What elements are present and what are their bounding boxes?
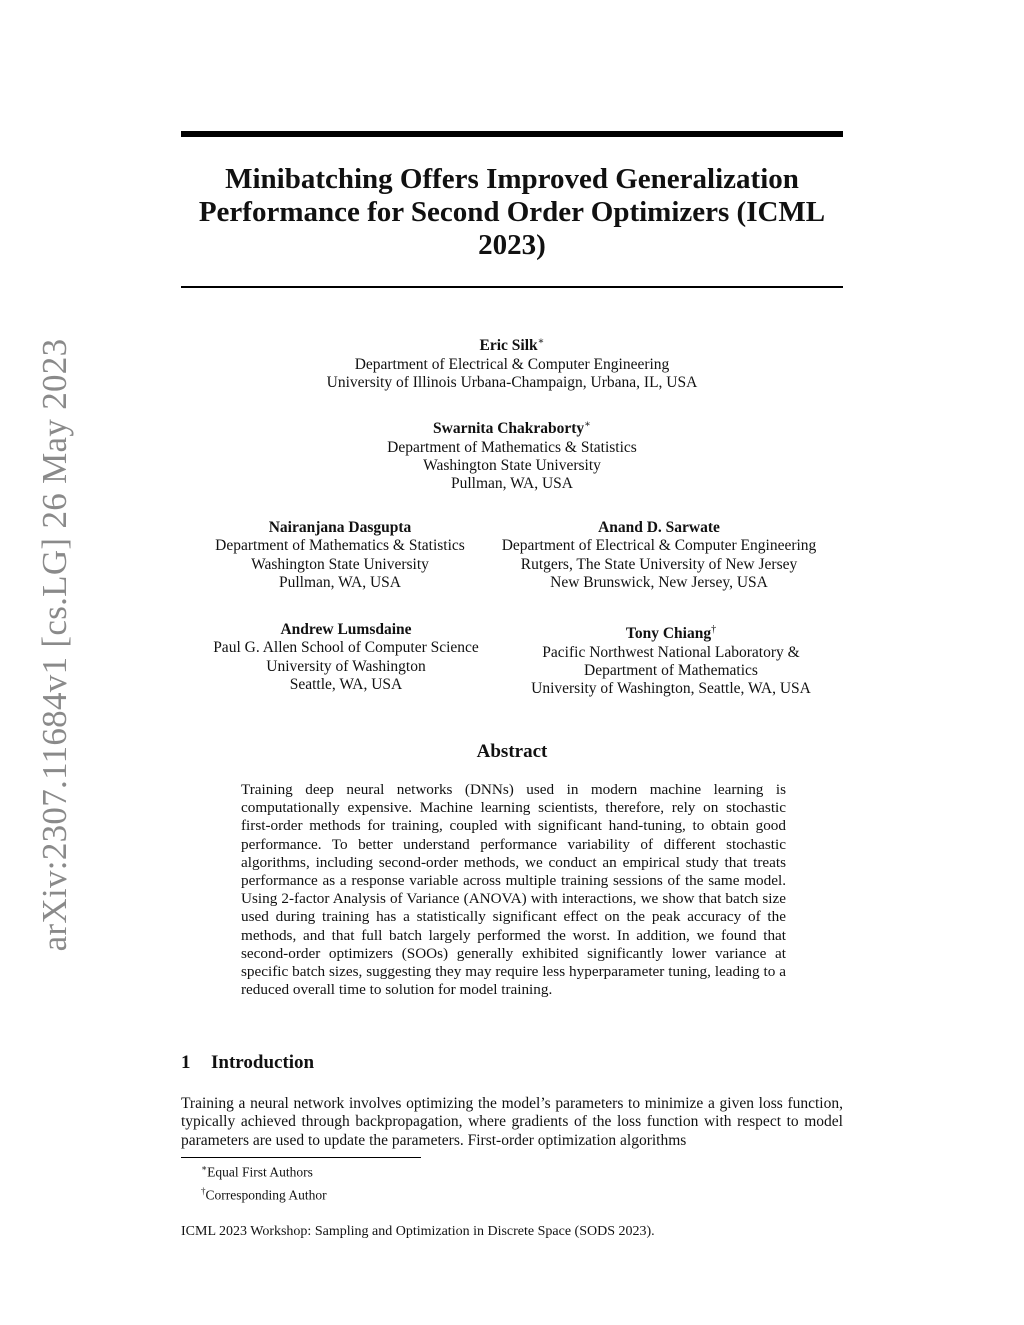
venue-footer: ICML 2023 Workshop: Sampling and Optimization in Discrete Space (SODS 2023). bbox=[181, 1224, 655, 1239]
section-title: Introduction bbox=[211, 1052, 315, 1073]
author-block-sarwate bbox=[474, 519, 844, 593]
author-affiliation: Seattle, WA, USA bbox=[289, 676, 403, 694]
author-affiliation: Washington State University bbox=[423, 456, 601, 474]
arxiv-identifier-stamp: arXiv:2307.11684v1 [cs.LG] 26 May 2023 bbox=[35, 338, 74, 952]
author-affiliation: University of Illinois Urbana-Champaign, Urbana, IL, USA bbox=[326, 373, 698, 391]
author-name: Anand D. Sarwate bbox=[598, 519, 720, 536]
author-name: Swarnita Chakraborty bbox=[433, 420, 585, 438]
section-heading-introduction bbox=[181, 1052, 314, 1074]
author-name: Andrew Lumsdaine bbox=[280, 621, 412, 638]
author-affiliation: University of Washington bbox=[266, 657, 426, 675]
footnote bbox=[201, 1182, 327, 1205]
abstract-heading: Abstract bbox=[476, 741, 548, 762]
author-affiliation: Washington State University bbox=[251, 555, 429, 573]
footnote-text: Equal First Authors bbox=[207, 1164, 313, 1180]
section-number: 1 bbox=[181, 1052, 191, 1073]
paper-title: Minibatching Offers Improved Generalization Performance for Second Order Optimizers (ICML 2023) bbox=[198, 163, 826, 261]
footnotes bbox=[201, 1159, 327, 1204]
footnote-mark: † bbox=[201, 1185, 206, 1196]
author-affiliation: Rutgers, The State University of New Jersey bbox=[520, 555, 798, 573]
footnote-text: Corresponding Author bbox=[205, 1187, 327, 1202]
author-affiliation: Paul G. Allen School of Computer Science bbox=[213, 639, 479, 657]
author-affiliation: Pullman, WA, USA bbox=[450, 475, 573, 493]
equal-contribution-mark: ∗ bbox=[537, 336, 545, 347]
author-affiliation: Department of Mathematics & Statistics bbox=[387, 438, 637, 456]
author-affiliation: Department of Electrical & Computer Engineering bbox=[501, 537, 817, 555]
title-top-rule bbox=[181, 131, 843, 137]
author-block-dasgupta bbox=[180, 519, 500, 593]
author-block-silk bbox=[212, 333, 812, 392]
footnote-mark: ∗ bbox=[201, 1163, 208, 1173]
author-affiliation: Pullman, WA, USA bbox=[278, 574, 401, 592]
author-name: Eric Silk bbox=[479, 337, 538, 355]
footnote-rule bbox=[181, 1157, 421, 1158]
author-name: Tony Chiang bbox=[625, 625, 712, 643]
author-affiliation: University of Washington, Seattle, WA, USA bbox=[531, 680, 811, 698]
title-bottom-rule bbox=[181, 286, 843, 288]
author-name: Nairanjana Dasgupta bbox=[268, 519, 412, 536]
author-affiliation: Department of Mathematics bbox=[584, 661, 758, 679]
author-block-lumsdaine bbox=[186, 621, 506, 695]
author-affiliation: Department of Mathematics & Statistics bbox=[215, 537, 465, 555]
author-block-chakraborty bbox=[262, 416, 762, 494]
author-affiliation: New Brunswick, New Jersey, USA bbox=[550, 574, 768, 592]
author-affiliation: Pacific Northwest National Laboratory & bbox=[542, 643, 800, 661]
author-affiliation: Department of Electrical & Computer Engineering bbox=[354, 355, 670, 373]
author-block-chiang bbox=[496, 621, 846, 699]
equal-contribution-mark: ∗ bbox=[584, 419, 591, 430]
abstract-text: Training deep neural networks (DNNs) used in modern machine learning is computationally expensive. Machine learning scientists, therefore, rely on stochastic first-order methods for training, coupled with significant hand-tuning, to obtain good performance. To better understand performance variability of different stochastic algorithms, including second-order methods, we conduct an empirical study that treats performance as a response variable across multiple training sessions of the same model. Using 2-factor Analysis of Variance (ANOVA) with interactions, we show that batch size used during training has a statistically significant effect on the peak accuracy of the methods, and that full batch largely performed the worst. In addition, we found that second-order optimizers (SOOs) generally exhibited significantly lower variance at specific batch sizes, suggesting they may require less hyperparameter tuning, leading to a reduced overall time to solution for model training. bbox=[241, 781, 786, 999]
footnote bbox=[201, 1159, 327, 1182]
introduction-text: Training a neural network involves optimizing the model’s parameters to minimize a given loss function, typically achieved through backpropagation, where gradients of the loss function with respect to model parameters are used to update the parameters. First-order optimization algorithms bbox=[181, 1095, 843, 1149]
corresponding-author-mark: † bbox=[711, 624, 717, 635]
